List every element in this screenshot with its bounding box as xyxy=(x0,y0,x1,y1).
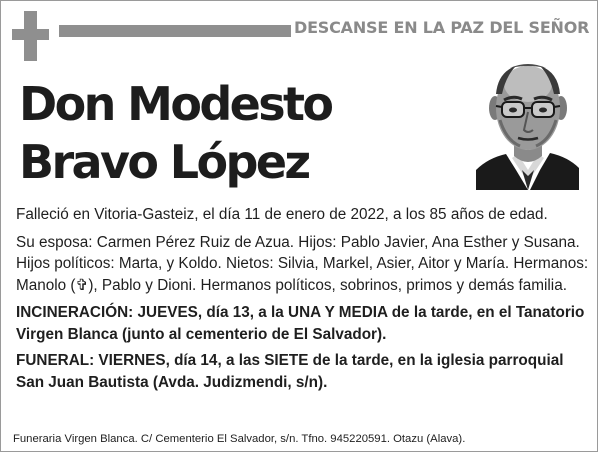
funeral-paragraph: FUNERAL: VIERNES, día 14, a las SIETE de la tarde, en la iglesia parroquial San Juan Bautista (Avda. Judizmendi, s/n). xyxy=(16,352,564,391)
header-divider-bar xyxy=(59,25,291,37)
deceased-name xyxy=(19,75,331,191)
family-paragraph: Su esposa: Carmen Pérez Ruiz de Azua. Hijos: Pablo Javier, Ana Esther y Susana. Hijos políticos: Marta, y Koldo. Nietos: Silvia, Markel, Asier, Aitor y María. Hermanos: Manolo (✞), Pablo y Dioni. Hermanos políticos, sobrinos, primos y demás familia. xyxy=(16,233,589,294)
header-title: DESCANSE EN LA PAZ DEL SEÑOR xyxy=(294,18,590,37)
obituary-body xyxy=(16,204,591,398)
cross-icon xyxy=(12,11,49,61)
funeral-home-footer: Funeraria Virgen Blanca. C/ Cementerio El Salvador, s/n. Tfno. 945220591. Otazu (Alava). xyxy=(13,433,466,445)
deceased-name-line2: Bravo López xyxy=(19,135,309,189)
deceased-portrait-photo xyxy=(476,58,579,190)
cremation-paragraph: INCINERACIÓN: JUEVES, día 13, a la UNA Y MEDIA de la tarde, en el Tanatorio Virgen Blanca (junto al cementerio de El Salvador). xyxy=(16,304,585,343)
death-notice-paragraph: Falleció en Vitoria-Gasteiz, el día 11 de enero de 2022, a los 85 años de edad. xyxy=(16,206,548,223)
deceased-name-line1: Don Modesto xyxy=(19,77,332,131)
